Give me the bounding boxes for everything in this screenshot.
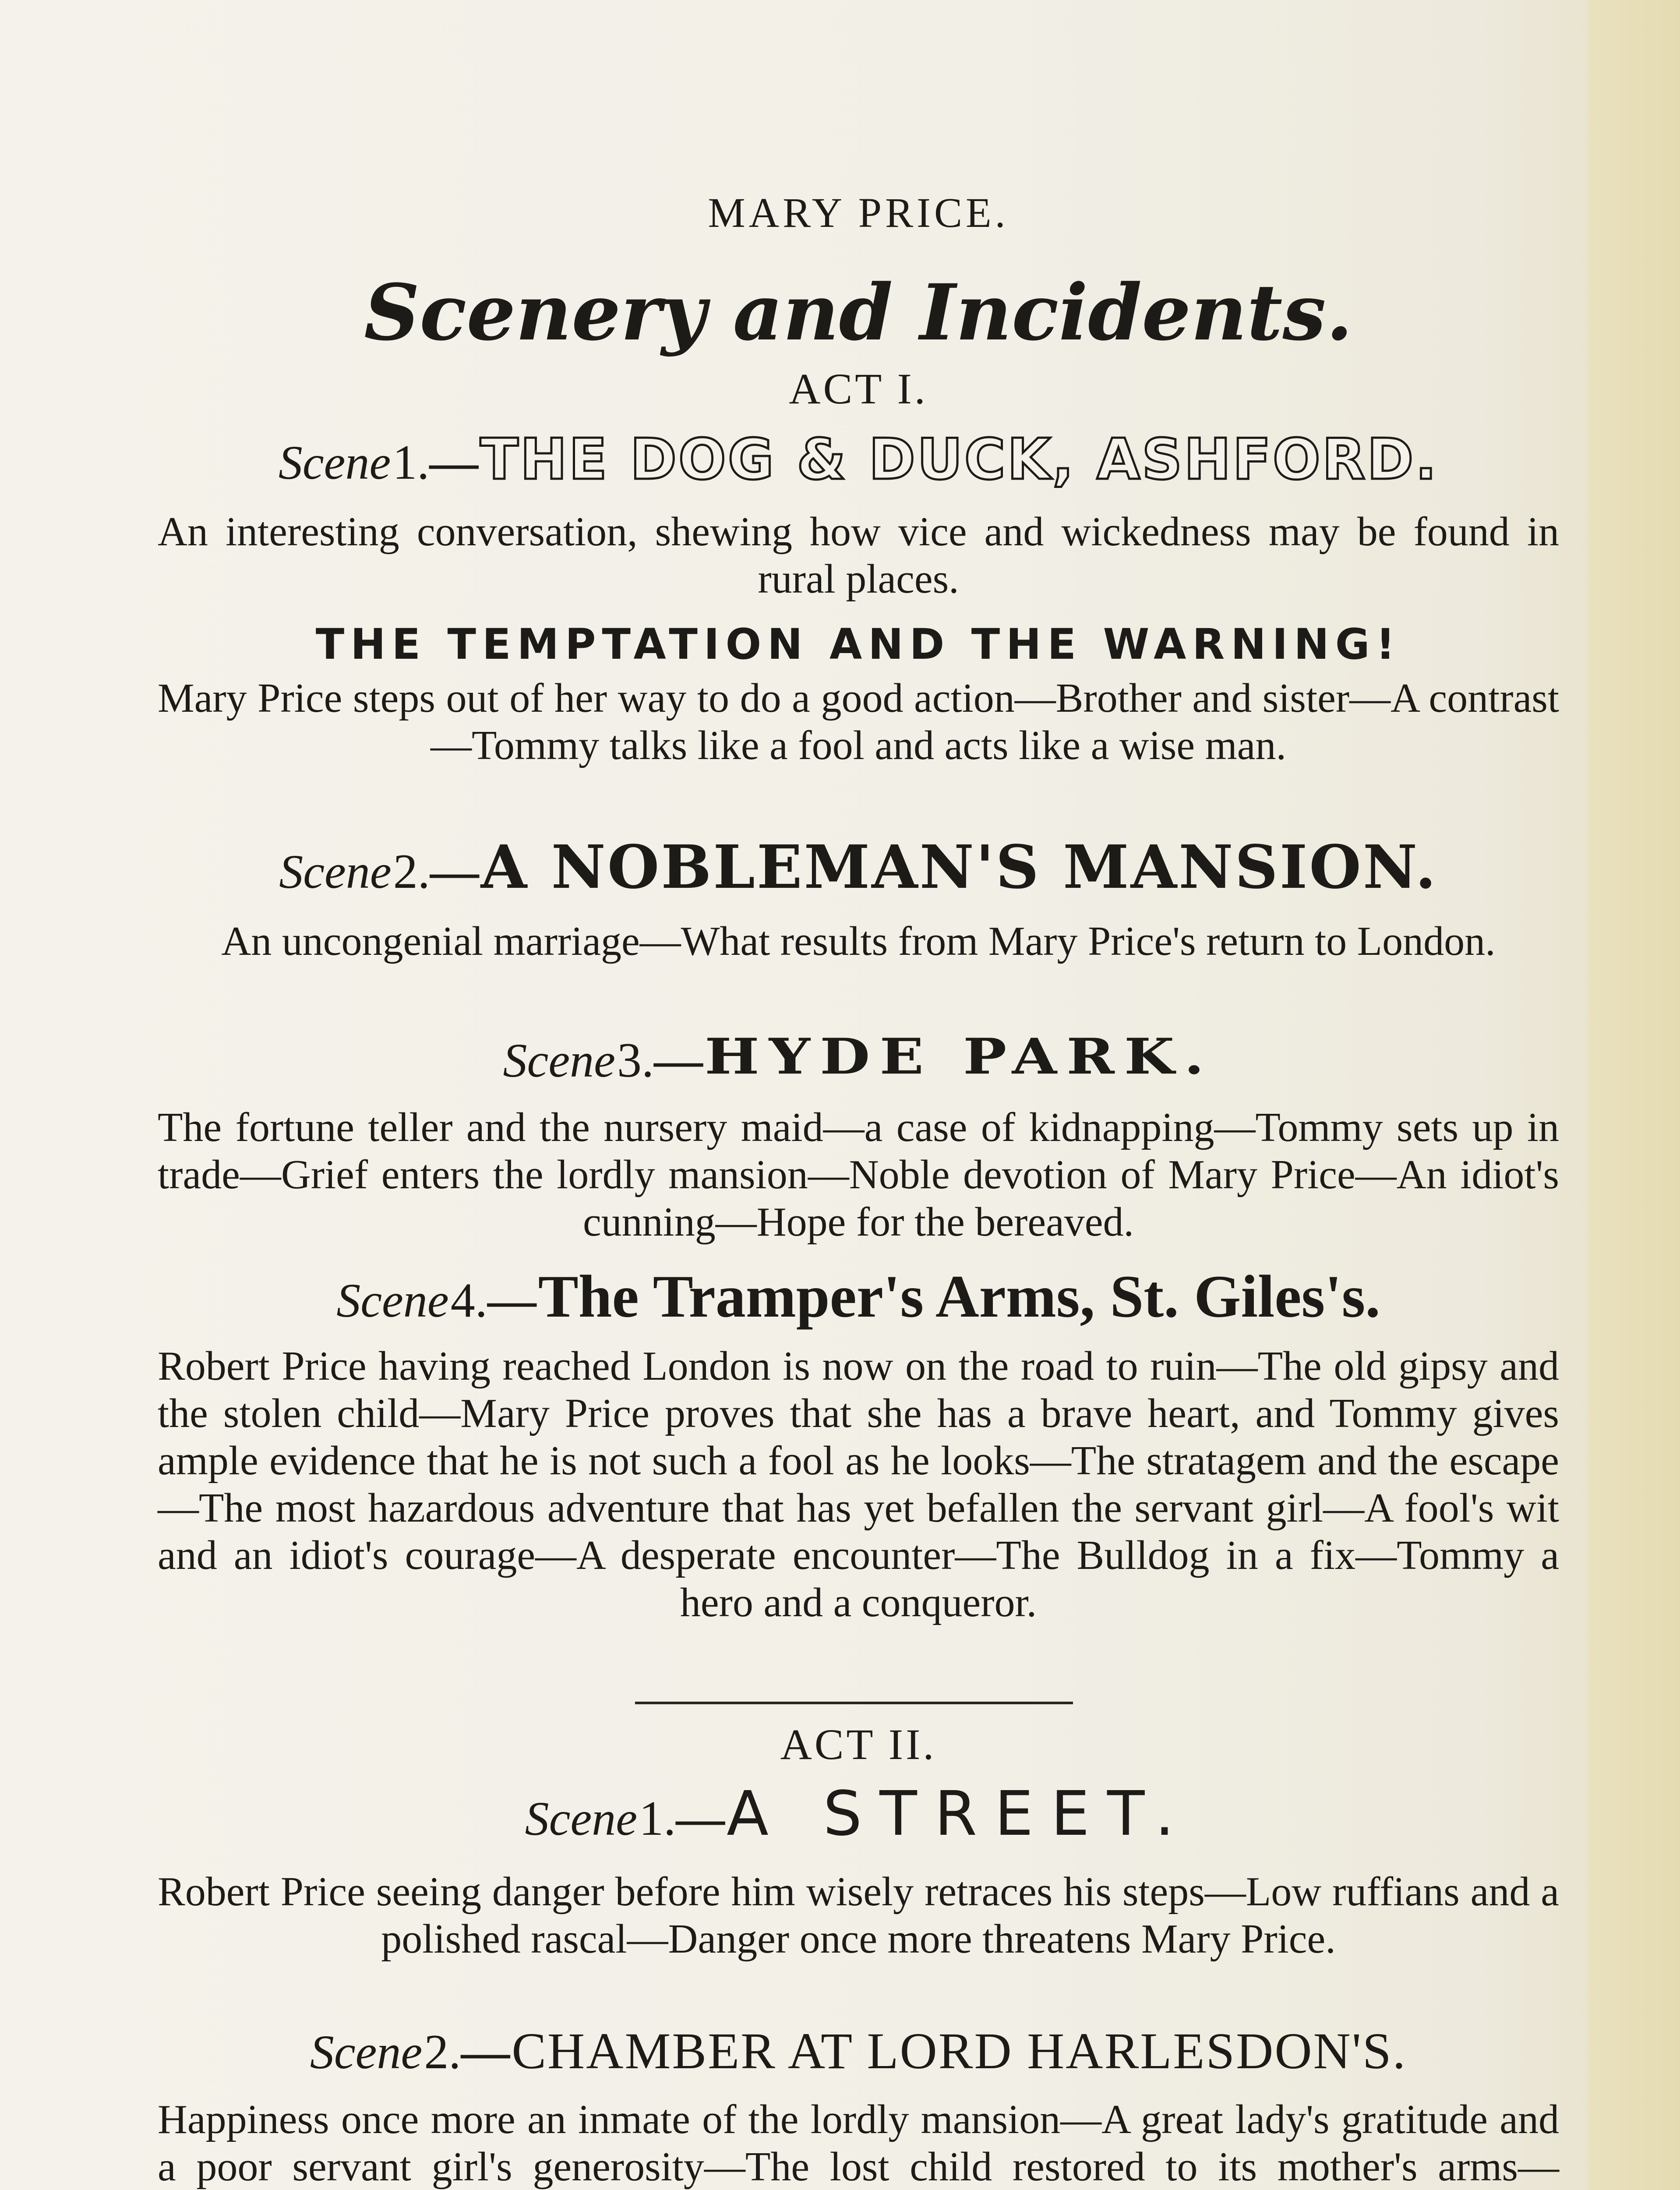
scene-title: A STREET. bbox=[727, 1778, 1192, 1850]
scene-number: 1. bbox=[392, 435, 430, 490]
scene-prefix: Scene bbox=[310, 2025, 423, 2079]
act-1-scene-1-heading bbox=[158, 427, 1559, 492]
act-2-scene-1-description: Robert Price seeing danger before him wisely retraces his steps—Low ruffians and a polished rascal—Danger once more threatens Mary Price. bbox=[158, 1869, 1559, 1962]
act-1-scene-1-description: An interesting conversation, shewing how vice and wickedness may be found in rural places. bbox=[158, 509, 1559, 602]
scene-prefix: Scene bbox=[279, 845, 392, 898]
scene-dash: — bbox=[487, 1273, 536, 1328]
scene-title: The Tramper's Arms, St. Giles's. bbox=[538, 1263, 1380, 1330]
act-1-scene-1-subheading: THE TEMPTATION AND THE WARNING! bbox=[315, 620, 1401, 669]
act-1-scene-1-description-2: Mary Price steps out of her way to do a good action—Brother and sister—A contrast—Tommy talks like a fool and acts like a wise man. bbox=[158, 675, 1559, 768]
scene-dash: — bbox=[676, 1791, 725, 1846]
scene-title: HYDE PARK. bbox=[705, 1028, 1214, 1086]
scene-title: A NOBLEMAN'S MANSION. bbox=[480, 832, 1438, 902]
act-1-scene-2-description: An uncongenial marriage—What results from Mary Price's return to London. bbox=[221, 918, 1496, 964]
scene-number: 3. bbox=[617, 1033, 654, 1088]
act-1-scene-3-heading bbox=[158, 1023, 1559, 1091]
scene-dash: — bbox=[430, 844, 479, 899]
act-2-scene-2-heading bbox=[158, 2021, 1559, 2081]
scene-dash: — bbox=[429, 435, 479, 490]
act-1-label: ACT I. bbox=[789, 364, 928, 413]
act-1-scene-2-heading bbox=[158, 832, 1559, 902]
running-head: MARY PRICE. bbox=[708, 189, 1009, 236]
page-edge bbox=[1588, 0, 1680, 2190]
scene-prefix: Scene bbox=[525, 1792, 638, 1845]
act-divider bbox=[635, 1702, 1073, 1704]
act-2-label: ACT II. bbox=[780, 1720, 937, 1769]
act-2-scene-1-heading bbox=[158, 1778, 1559, 1850]
scene-number: 2. bbox=[393, 844, 430, 899]
page-title: Scenery and Incidents. bbox=[364, 267, 1353, 358]
scene-number: 4. bbox=[450, 1273, 487, 1328]
scene-title: CHAMBER AT LORD HARLESDON'S. bbox=[512, 2022, 1407, 2080]
act-1-scene-4-heading bbox=[158, 1261, 1559, 1331]
scene-number: 1. bbox=[639, 1791, 676, 1846]
scene-dash: — bbox=[654, 1033, 703, 1088]
act-1-scene-3-description: The fortune teller and the nursery maid—a case of kidnapping—Tommy sets up in trade—Grief enters the lordly mansion—Noble devotion of Mary Price—An idiot's cunning—Hope for the bereaved. bbox=[158, 1105, 1559, 1245]
scene-prefix: Scene bbox=[503, 1034, 616, 1087]
scene-dash: — bbox=[461, 2025, 510, 2079]
scene-prefix: Scene bbox=[278, 436, 391, 489]
scene-prefix: Scene bbox=[336, 1274, 449, 1327]
scene-title: THE DOG & DUCK, ASHFORD. bbox=[480, 427, 1439, 492]
scene-number: 2. bbox=[424, 2025, 461, 2079]
act-2-scene-2-description: Happiness once more an inmate of the lordly mansion—A great lady's gratitude and a poor servant girl's generosity—The lost child restored to its mother's arms— bbox=[158, 2097, 1559, 2190]
act-1-scene-4-description: Robert Price having reached London is now on the road to ruin—The old gipsy and the stolen child—Mary Price proves that she has a brave heart, and Tommy gives ample evidence that he is not such a fool as he looks—The stratagem and the escape—The most hazardous adventure that has yet befallen the servant girl—A fool's wit and an idiot's courage—A desperate encounter—The Bulldog in a fix—Tommy a hero and a conqueror. bbox=[158, 1343, 1559, 1625]
